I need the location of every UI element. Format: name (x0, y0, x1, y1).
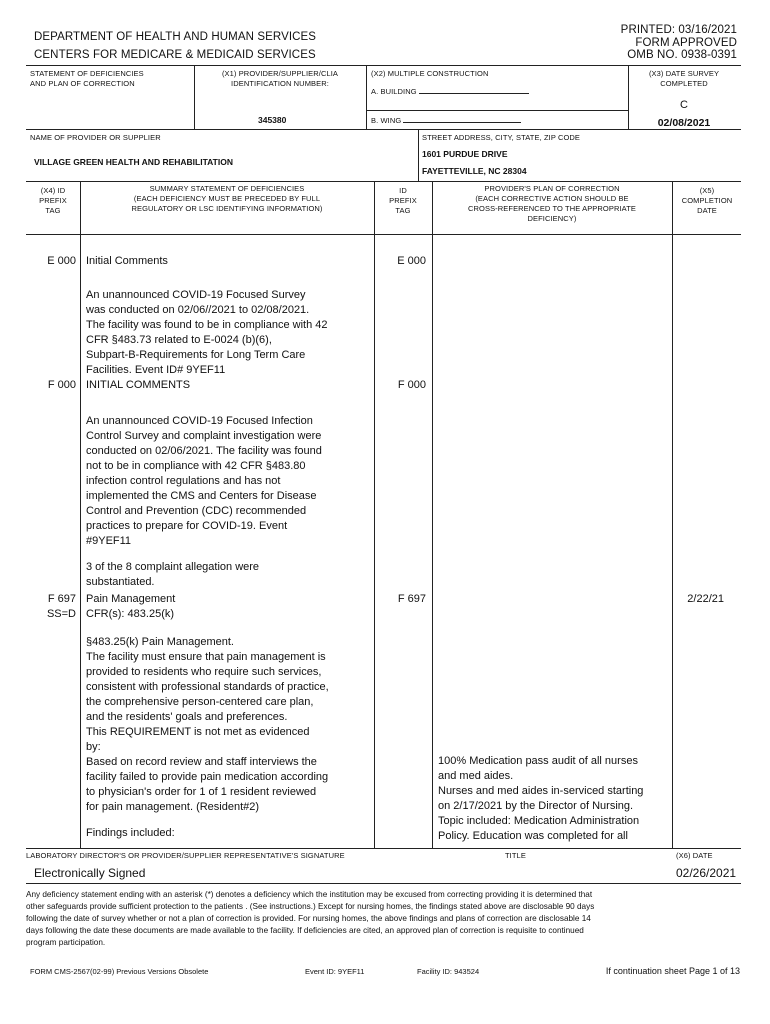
survey-code: C (680, 99, 688, 111)
provider-name: VILLAGE GREEN HEALTH AND REHABILITATION (34, 157, 233, 167)
agency-title: CENTERS FOR MEDICARE & MEDICAID SERVICES (34, 49, 316, 61)
id-header: ID PREFIX TAG (389, 186, 417, 215)
f000-prefix: F 000 (47, 379, 76, 391)
f000-tag: F 000 (397, 379, 426, 391)
building-label: A. BUILDING (371, 87, 417, 96)
x2-label: (X2) MULTIPLE CONSTRUCTION (371, 69, 489, 78)
rule (26, 65, 741, 66)
signature-value: Electronically Signed (34, 866, 146, 880)
omb-number: OMB NO. 0938-0391 (627, 49, 737, 61)
f697-tag: F 697 (397, 593, 426, 605)
x3-label: (X3) DATE SURVEY COMPLETED (648, 69, 720, 88)
title-label: TITLE (505, 851, 526, 860)
rule (26, 234, 741, 235)
department-title: DEPARTMENT OF HEALTH AND HUMAN SERVICES (34, 31, 317, 43)
summary-header: SUMMARY STATEMENT OF DEFICIENCIES (EACH DEFICIENCY MUST BE PRECEDED BY FULL REGULATORY OR LSC IDENTIFYING INFORMATION) (131, 184, 323, 213)
provider-name-label: NAME OF PROVIDER OR SUPPLIER (30, 133, 161, 142)
f697-completion-date: 2/22/21 (687, 593, 724, 605)
divider (418, 129, 419, 181)
x4-header: (X4) ID PREFIX TAG (39, 186, 67, 215)
rule (26, 883, 741, 884)
wing-field (371, 114, 521, 126)
building-field (371, 85, 529, 97)
f697-title: Pain Management CFR(s): 483.25(k) (86, 593, 176, 620)
rule (26, 181, 741, 182)
form-number: FORM CMS-2567(02-99) Previous Versions Obsolete (30, 967, 209, 976)
signature-label: LABORATORY DIRECTOR'S OR PROVIDER/SUPPLIER REPRESENTATIVE'S SIGNATURE (26, 851, 345, 860)
page-number: If continuation sheet Page 1 of 13 (605, 966, 740, 976)
e000-title: Initial Comments (86, 255, 168, 267)
f697-plan-of-correction: 100% Medication pass audit of all nurses and med aides. Nurses and med aides in-serviced starting on 2/17/2021 by the Director of Nursing. Topic included: Medication Administration Policy. Education was completed for all (438, 755, 644, 842)
e000-prefix: E 000 (47, 255, 76, 267)
building-blank (419, 85, 529, 94)
rule (366, 110, 628, 111)
plan-header: PROVIDER'S PLAN OF CORRECTION (EACH CORRECTIVE ACTION SHOULD BE CROSS-REFERENCED TO THE APPROPRIATE DEFICIENCY) (468, 184, 636, 223)
x5-header: (X5) COMPLETION DATE (681, 186, 733, 215)
f000-title: INITIAL COMMENTS (86, 379, 191, 391)
x1-label: (X1) PROVIDER/SUPPLIER/CLIA IDENTIFICATION NUMBER: (221, 69, 339, 88)
printed-date: PRINTED: 03/16/2021 (620, 24, 737, 36)
facility-id: Facility ID: 943524 (417, 967, 480, 976)
wing-blank (403, 114, 521, 123)
f697-findings: Findings included: (86, 827, 175, 839)
divider (672, 181, 673, 848)
divider (194, 65, 195, 129)
disclaimer-text: Any deficiency statement ending with an asterisk (*) denotes a deficiency which the institution may be excused from correcting providing it is determined that other safeguards provide sufficient protection to the patients . (See instructions.) Except for nursing homes, the findings stated above are disclosable 90 days following the date of survey whether or not a plan of correction is provided. For nursing homes, the above findings and plans of correction are disclosable 14 days following the date these documents are made available to the facility. If deficiencies are cited, an approved plan of correction is requisite to continued program participation. (26, 890, 595, 947)
divider (366, 65, 367, 129)
rule (26, 129, 741, 130)
form-approved: FORM APPROVED (635, 37, 737, 49)
event-id: Event ID: 9YEF11 (305, 967, 365, 976)
f697-prefix: F 697 (47, 593, 76, 605)
rule (26, 848, 741, 849)
f697-scope-severity: SS=D (46, 608, 76, 620)
f000-body: An unannounced COVID-19 Focused Infection Control Survey and complaint investigation were conducted on 02/06/2021. The facility was found not to be in compliance with 42 CFR §483.80 infection control regulations and has not implemented the CMS and Centers for Disease Control and Prevention (CDC) recommended practices to prepare for COVID-19. Event #9YEF11 (86, 415, 322, 547)
f697-body: §483.25(k) Pain Management. The facility must ensure that pain management is provided to residents who require such services, consistent with professional standards of practice, the comprehensive person-centered care plan, and the residents' goals and preferences. This REQUIREMENT is not met as evidenced by: Based on record review and staff interviews the facility failed to provide pain medication according to physician's order for 1 of 1 resident reviewed for pain management. (Resident#2) (86, 636, 329, 813)
statement-label: STATEMENT OF DEFICIENCIES AND PLAN OF CORRECTION (30, 69, 144, 88)
x6-date-label: (X6) DATE (676, 851, 713, 860)
f000-body-substantiated: 3 of the 8 complaint allegation were substantiated. (86, 561, 260, 588)
survey-date: 02/08/2021 (657, 117, 711, 129)
signature-date: 02/26/2021 (676, 866, 737, 880)
address-label: STREET ADDRESS, CITY, STATE, ZIP CODE (422, 133, 581, 142)
divider (374, 181, 375, 848)
wing-label: B. WING (371, 116, 402, 125)
divider (432, 181, 433, 848)
provider-id: 345380 (258, 115, 287, 125)
divider (80, 181, 81, 848)
e000-body: An unannounced COVID-19 Focused Survey was conducted on 02/06//2021 to 02/08/2021. The facility was found to be in compliance with 42 CFR §483.73 related to E-0024 (b)(6), Subpart-B-Requirements for Long Term Care Facilities. Event ID# 9YEF11 (86, 289, 328, 376)
address-line2: FAYETTEVILLE, NC 28304 (422, 166, 527, 176)
divider (628, 65, 629, 129)
address-line1: 1601 PURDUE DRIVE (422, 149, 508, 159)
e000-tag: E 000 (397, 255, 426, 267)
